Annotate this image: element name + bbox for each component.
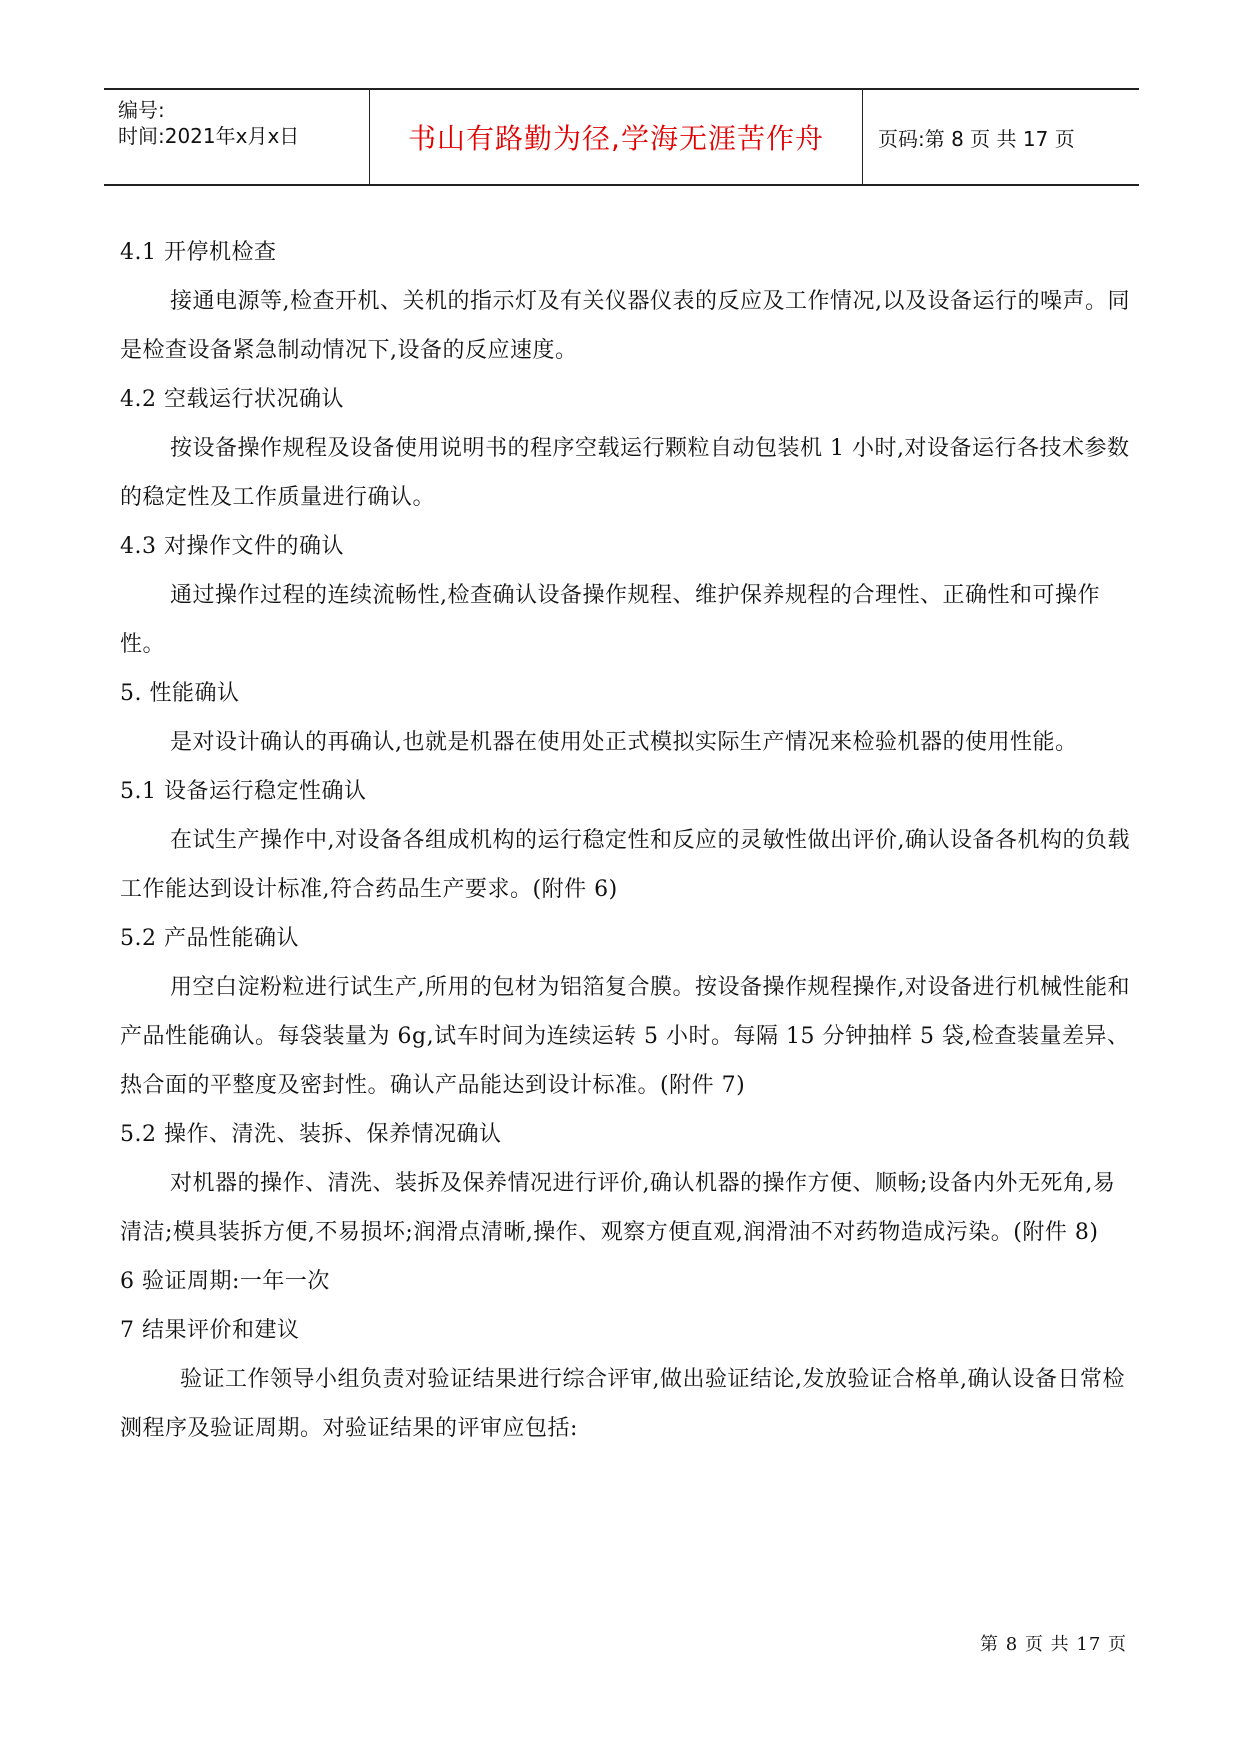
document-time-label: 时间:2021年x月x日: [118, 124, 300, 148]
header-meta-cell: [104, 90, 370, 184]
paragraph-5: 是对设计确认的再确认,也就是机器在使用处正式模拟实际生产情况来检验机器的使用性能。: [170, 730, 1078, 755]
paragraph-5-2-product: 用空白淀粉粒进行试生产,所用的包材为铝箔复合膜。按设备操作规程操作,对设备进行机械性能和产品性能确认。每袋装量为 6g,试车时间为连续运转 5 小时。每隔 15 分钟抽样 5 袋,检查装量差异、热合面的平整度及密封性。确认产品能达到设计标准。(附件 7): [120, 975, 1130, 1098]
paragraph-4-3: 通过操作过程的连续流畅性,检查确认设备操作规程、维护保养规程的合理性、正确性和可操作性。: [120, 583, 1100, 657]
paragraph-5-2-operation: 对机器的操作、清洗、装拆及保养情况进行评价,确认机器的操作方便、顺畅;设备内外无死角,易清洁;模具装拆方便,不易损坏;润滑点清晰,操作、观察方便直观,润滑油不对药物造成污染。(附件 8): [120, 1171, 1116, 1245]
paragraph-4-1: 接通电源等,检查开机、关机的指示灯及有关仪器仪表的反应及工作情况,以及设备运行的噪声。同是检查设备紧急制动情况下,设备的反应速度。: [120, 289, 1130, 363]
section-heading-4-1: 4.1 开停机检查: [120, 240, 277, 265]
paragraph-5-1: 在试生产操作中,对设备各组成机构的运行稳定性和反应的灵敏性做出评价,确认设备各机构的负载工作能达到设计标准,符合药品生产要求。(附件 6): [120, 828, 1130, 902]
section-heading-7: 7 结果评价和建议: [120, 1318, 300, 1343]
header-page-cell: [864, 90, 1139, 184]
section-heading-5: 5. 性能确认: [120, 681, 240, 706]
header-page-number: 页码:第 8 页 共 17 页: [878, 126, 1075, 151]
section-heading-5-1: 5.1 设备运行稳定性确认: [120, 779, 367, 804]
header-motto: 书山有路勤为径,学海无涯苦作舟: [408, 122, 824, 155]
section-heading-4-2: 4.2 空载运行状况确认: [120, 387, 344, 412]
paragraph-4-2: 按设备操作规程及设备使用说明书的程序空载运行颗粒自动包装机 1 小时,对设备运行各技术参数的稳定性及工作质量进行确认。: [120, 436, 1130, 510]
header-motto-cell: [370, 90, 863, 184]
section-heading-5-2-operation: 5.2 操作、清洗、装拆、保养情况确认: [120, 1122, 502, 1147]
page-footer: 第 8 页 共 17 页: [980, 1634, 1127, 1655]
document-body: [120, 228, 1130, 1453]
section-heading-5-2-product: 5.2 产品性能确认: [120, 926, 299, 951]
section-heading-6: 6 验证周期:一年一次: [120, 1269, 330, 1294]
document-number-label: 编号:: [118, 98, 165, 122]
paragraph-7: 验证工作领导小组负责对验证结果进行综合评审,做出验证结论,发放验证合格单,确认设备日常检测程序及验证周期。对验证结果的评审应包括:: [120, 1367, 1125, 1441]
document-header: [104, 88, 1139, 186]
section-heading-4-3: 4.3 对操作文件的确认: [120, 534, 344, 559]
